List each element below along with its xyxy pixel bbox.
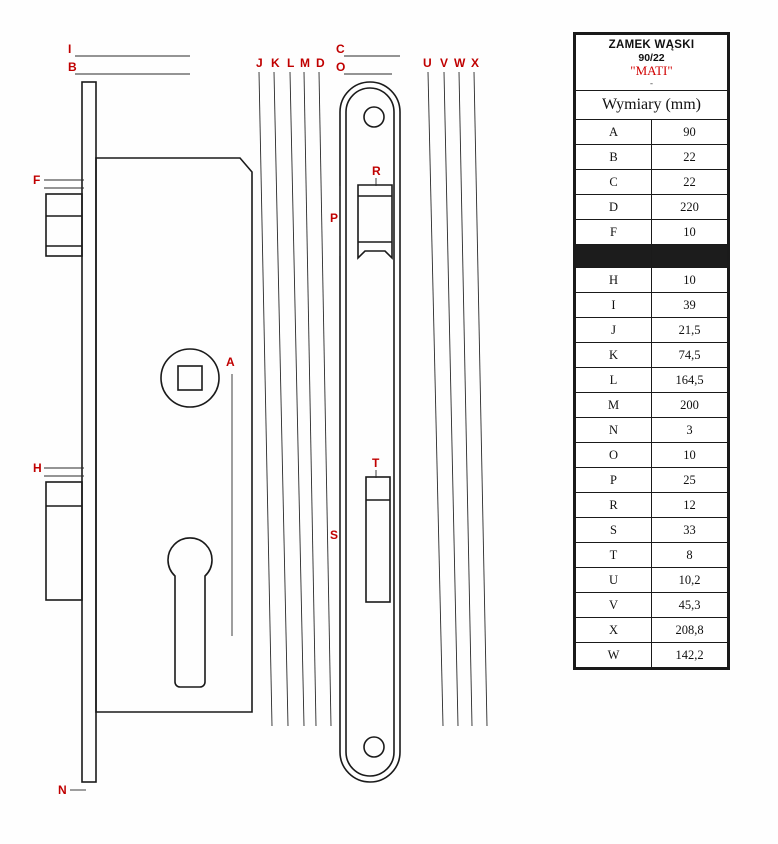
table-row (576, 195, 728, 220)
dim-label-V: V (440, 56, 449, 70)
row-key: V (576, 593, 652, 618)
dim-label-S: S (330, 528, 339, 542)
row-value: 22 (652, 145, 728, 170)
table-row (576, 543, 728, 568)
row-value: 10 (652, 443, 728, 468)
table-row (576, 368, 728, 393)
dim-label-R: R (372, 164, 381, 178)
table-row-redacted (576, 245, 728, 268)
row-value: 12 (652, 493, 728, 518)
table-row (576, 443, 728, 468)
table-row (576, 120, 728, 145)
row-value: 33 (652, 518, 728, 543)
table-row (576, 593, 728, 618)
dead-bolt (46, 482, 82, 600)
deadbolt-opening (366, 477, 390, 602)
table-row (576, 518, 728, 543)
dim-label-J: J (256, 56, 263, 70)
row-value: 45,3 (652, 593, 728, 618)
dim-label-N: N (58, 783, 67, 797)
spindle-square-hole (178, 366, 202, 390)
row-value: 74,5 (652, 343, 728, 368)
table-row (576, 293, 728, 318)
row-key: T (576, 543, 652, 568)
row-value: 164,5 (652, 368, 728, 393)
table-title-row (576, 35, 728, 91)
table-row (576, 343, 728, 368)
row-key: S (576, 518, 652, 543)
row-key: A (576, 120, 652, 145)
row-key: D (576, 195, 652, 220)
dim-label-I: I (68, 42, 72, 56)
row-key: P (576, 468, 652, 493)
row-value: 25 (652, 468, 728, 493)
row-value: 3 (652, 418, 728, 443)
table-row (576, 145, 728, 170)
dim-label-W: W (454, 56, 466, 70)
cylinder-keyhole (168, 538, 212, 687)
title-model: 90/22 (638, 52, 665, 65)
dim-label-O: O (336, 60, 346, 74)
row-key (576, 245, 652, 268)
spindle-hole-outer (161, 349, 219, 407)
row-value (652, 245, 728, 268)
row-key: R (576, 493, 652, 518)
row-value: 90 (652, 120, 728, 145)
title-dash: - (650, 78, 653, 89)
table-row (576, 643, 728, 668)
row-key: L (576, 368, 652, 393)
row-value: 200 (652, 393, 728, 418)
dim-label-H: H (33, 461, 42, 475)
table-subhead-row (576, 91, 728, 120)
row-value: 142,2 (652, 643, 728, 668)
screw-hole-top (364, 107, 384, 127)
title-block-cell (576, 35, 728, 91)
row-key: U (576, 568, 652, 593)
faceplate-side-profile (82, 82, 96, 782)
row-value: 220 (652, 195, 728, 220)
table-subhead: Wymiary (mm) (576, 91, 728, 120)
row-key: F (576, 220, 652, 245)
table-row (576, 170, 728, 195)
title-brand: "MATI" (630, 63, 673, 79)
row-value: 21,5 (652, 318, 728, 343)
table-row (576, 568, 728, 593)
row-key: K (576, 343, 652, 368)
faceplate-front-view (340, 82, 400, 782)
dim-label-T: T (372, 456, 380, 470)
row-key: I (576, 293, 652, 318)
row-value: 10 (652, 220, 728, 245)
dim-label-C: C (336, 42, 345, 56)
dim-label-K: K (271, 56, 280, 70)
dim-label-D: D (316, 56, 325, 70)
row-key: J (576, 318, 652, 343)
row-key: H (576, 268, 652, 293)
dim-label-F: F (33, 173, 41, 187)
screw-hole-bottom (364, 737, 384, 757)
row-value: 10 (652, 268, 728, 293)
table-row (576, 418, 728, 443)
table-row (576, 318, 728, 343)
row-value: 208,8 (652, 618, 728, 643)
row-key: N (576, 418, 652, 443)
row-value: 8 (652, 543, 728, 568)
row-key: C (576, 170, 652, 195)
faceplate-front-inner (346, 88, 394, 776)
table-row (576, 393, 728, 418)
title-main: ZAMEK WĄSKI (608, 39, 695, 51)
dim-label-P: P (330, 211, 339, 225)
row-key: M (576, 393, 652, 418)
row-key: W (576, 643, 652, 668)
dimensions-table (575, 34, 728, 668)
dimensions-table-wrapper (573, 32, 730, 670)
dim-label-L: L (287, 56, 295, 70)
dim-label-B: B (68, 60, 77, 74)
table-row (576, 268, 728, 293)
dim-label-A: A (226, 355, 235, 369)
table-row (576, 220, 728, 245)
dim-label-U: U (423, 56, 432, 70)
table-row (576, 468, 728, 493)
row-key: B (576, 145, 652, 170)
dim-label-M: M (300, 56, 310, 70)
row-key: X (576, 618, 652, 643)
row-value: 22 (652, 170, 728, 195)
lock-case-body (96, 158, 252, 712)
row-value: 10,2 (652, 568, 728, 593)
table-row (576, 493, 728, 518)
row-key: O (576, 443, 652, 468)
dim-label-X: X (471, 56, 480, 70)
table-row (576, 618, 728, 643)
row-value: 39 (652, 293, 728, 318)
